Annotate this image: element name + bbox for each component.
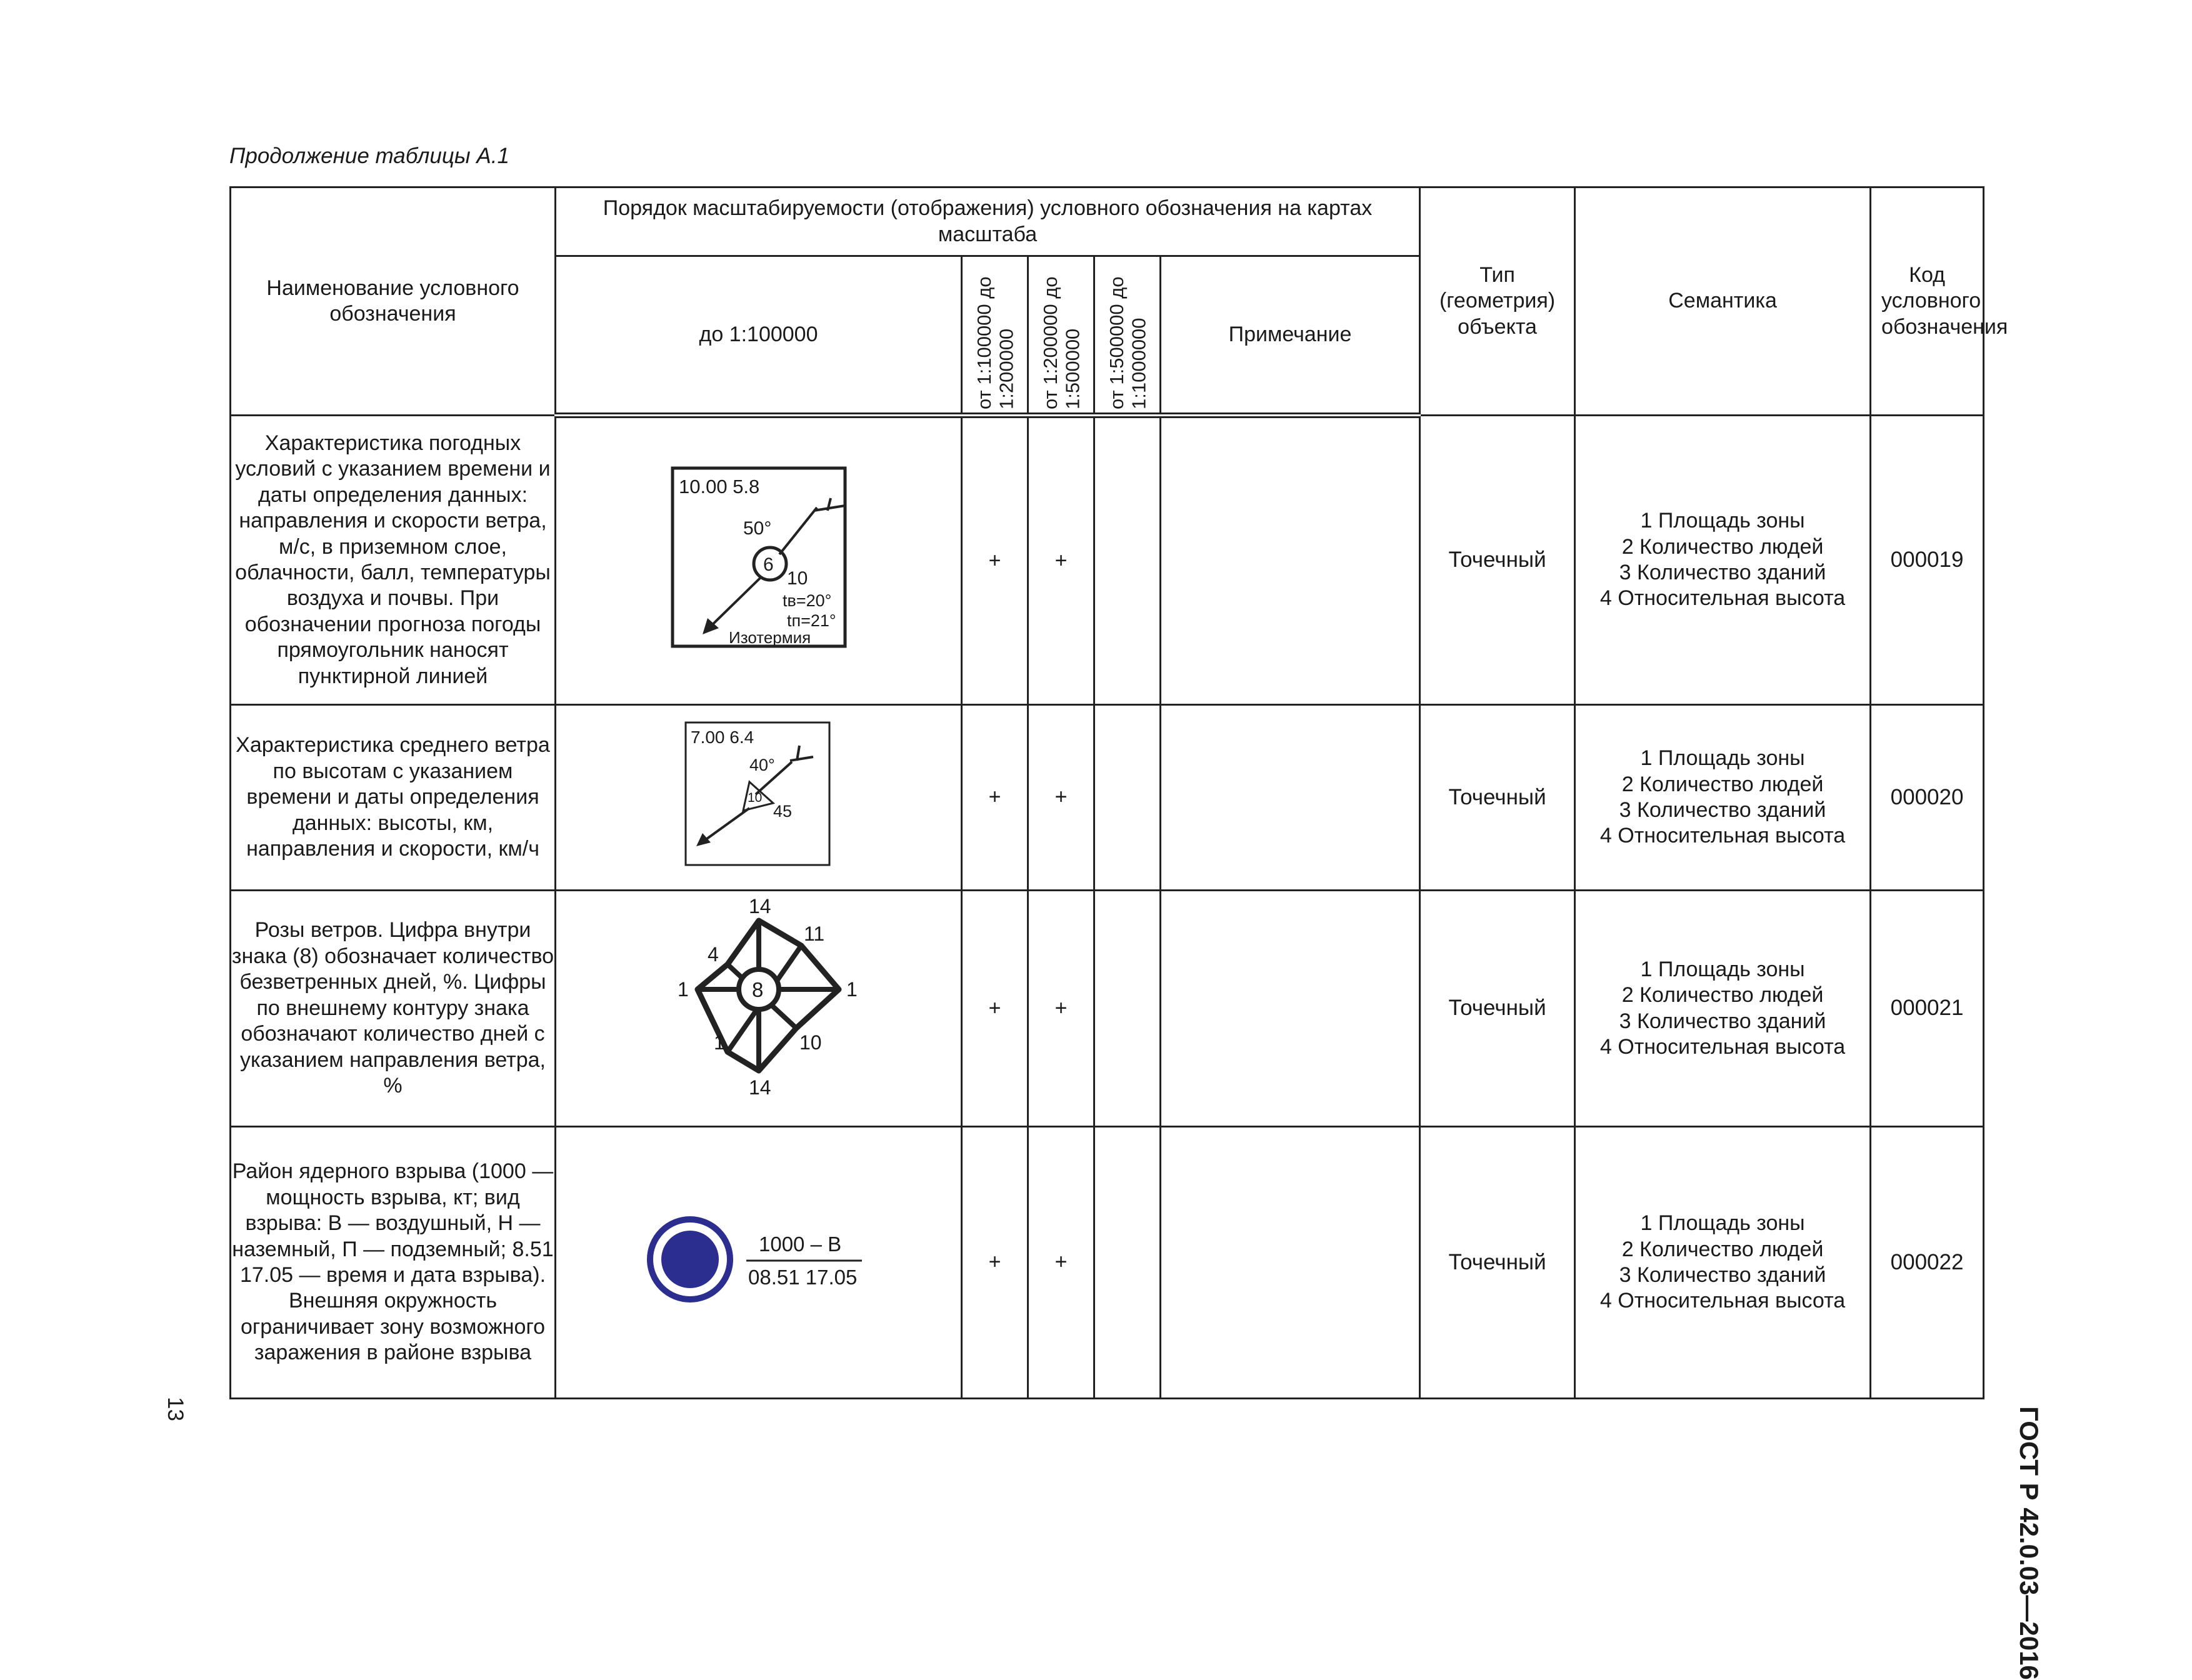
cell-code: 000020 <box>1871 705 1984 891</box>
row-name: Район ядерного взрыва (1000 — мощность взрыва, кт; вид взрыва: В — воздушный, Н — наземный, П — подземный; 8.51 17.05 — время и дата взрыва). Внешняя окружность ограничивает зону возможного заражения в районе взрыва <box>231 1127 556 1399</box>
svg-text:8: 8 <box>751 978 763 1002</box>
svg-text:10: 10 <box>799 1031 822 1054</box>
cell-type: Точечный <box>1420 416 1575 705</box>
cell-scale-4 <box>1094 705 1161 891</box>
header-semantics: Семантика <box>1575 188 1871 416</box>
row-name: Розы ветров. Цифра внутри знака (8) обозначает количество безветренных дней, %. Цифры по внешнему контуру знака обозначают количество дней с указанием направления ветра, % <box>231 891 556 1127</box>
svg-text:14: 14 <box>748 896 771 918</box>
cell-semantics: 1 Площадь зоны 2 Количество людей 3 Количество зданий 4 Относительная высота <box>1575 1127 1871 1399</box>
cell-scale-2: + <box>962 705 1028 891</box>
svg-text:08.51 17.05: 08.51 17.05 <box>748 1265 857 1289</box>
header-name: Наименование условного обозначения <box>231 188 556 416</box>
svg-text:1: 1 <box>713 1031 725 1054</box>
cell-type: Точечный <box>1420 705 1575 891</box>
cell-scale-4 <box>1094 1127 1161 1399</box>
cell-note <box>1161 705 1420 891</box>
cell-note <box>1161 891 1420 1127</box>
cell-scale-4 <box>1094 891 1161 1127</box>
cell-type: Точечный <box>1420 1127 1575 1399</box>
symbol-wind-rose <box>556 891 962 1127</box>
weather-symbol-icon <box>659 461 859 654</box>
svg-text:Изотермия: Изотермия <box>728 628 811 648</box>
svg-text:7.00 6.4: 7.00 6.4 <box>690 727 754 747</box>
svg-text:40°: 40° <box>749 755 775 774</box>
mean-wind-symbol-icon <box>681 719 837 869</box>
header-scale-2: от 1:100000 до 1:200000 <box>962 256 1028 416</box>
table-row <box>231 416 1984 705</box>
svg-text:45: 45 <box>773 801 792 821</box>
cell-scale-3: + <box>1028 705 1094 891</box>
symbol-nuclear-explosion <box>556 1127 962 1399</box>
cell-scale-2: + <box>962 891 1028 1127</box>
svg-text:1: 1 <box>677 978 689 1001</box>
cell-scale-3: + <box>1028 416 1094 705</box>
table-row <box>231 1127 1984 1399</box>
symbol-weather <box>556 416 962 705</box>
cell-semantics: 1 Площадь зоны 2 Количество людей 3 Количество зданий 4 Относительная высота <box>1575 705 1871 891</box>
svg-text:11: 11 <box>803 922 824 946</box>
cell-scale-2: + <box>962 416 1028 705</box>
row-name: Характеристика среднего ветра по высотам с указанием времени и даты определения данных: высоты, км, направления и скорости, км/ч <box>231 705 556 891</box>
cell-note <box>1161 1127 1420 1399</box>
header-type: Тип (геометрия) объекта <box>1420 188 1575 416</box>
table-caption: Продолжение таблицы А.1 <box>229 144 509 168</box>
svg-text:6: 6 <box>763 554 774 576</box>
row-name: Характеристика погодных условий с указанием времени и даты определения данных: направления и скорости ветра, м/с, в приземном слое, облачности, балл, температуры воздуха и почвы. При обозначении прогноза погоды прямоугольник наносят пунктирной линией <box>231 416 556 705</box>
svg-text:50°: 50° <box>743 518 771 539</box>
wind-rose-icon <box>634 896 884 1114</box>
cell-code: 000022 <box>1871 1127 1984 1399</box>
svg-text:1000 – В: 1000 – В <box>758 1232 841 1256</box>
cell-type: Точечный <box>1420 891 1575 1127</box>
cell-code: 000021 <box>1871 891 1984 1127</box>
svg-text:10: 10 <box>786 568 808 589</box>
svg-text:tв=20°: tв=20° <box>782 591 831 611</box>
svg-text:4: 4 <box>707 943 719 966</box>
table-row <box>231 705 1984 891</box>
svg-text:1: 1 <box>846 978 858 1001</box>
svg-text:10: 10 <box>747 790 762 805</box>
symbols-table <box>229 186 2008 1399</box>
page-number: 13 <box>163 1397 188 1421</box>
header-scale-group: Порядок масштабируемости (отображения) условного обозначения на картах масштаба <box>556 188 1420 256</box>
header-code: Код условного обозначения <box>1871 188 1984 416</box>
cell-scale-2: + <box>962 1127 1028 1399</box>
svg-text:tп=21°: tп=21° <box>786 611 836 631</box>
nuclear-explosion-icon <box>646 1209 871 1309</box>
cell-code: 000019 <box>1871 416 1984 705</box>
symbol-mean-wind <box>556 705 962 891</box>
svg-text:10.00 5.8: 10.00 5.8 <box>678 476 759 498</box>
cell-note <box>1161 416 1420 705</box>
cell-scale-4 <box>1094 416 1161 705</box>
cell-scale-3: + <box>1028 1127 1094 1399</box>
header-scale-3: от 1:200000 до 1:500000 <box>1028 256 1094 416</box>
header-note: Примечание <box>1161 256 1420 416</box>
header-scale-4: от 1:500000 до 1:1000000 <box>1094 256 1161 416</box>
cell-semantics: 1 Площадь зоны 2 Количество людей 3 Количество зданий 4 Относительная высота <box>1575 416 1871 705</box>
svg-text:14: 14 <box>748 1076 771 1099</box>
cell-scale-3: + <box>1028 891 1094 1127</box>
table-row <box>231 891 1984 1127</box>
header-scale-1: до 1:100000 <box>556 256 962 416</box>
cell-semantics: 1 Площадь зоны 2 Количество людей 3 Количество зданий 4 Относительная высота <box>1575 891 1871 1127</box>
